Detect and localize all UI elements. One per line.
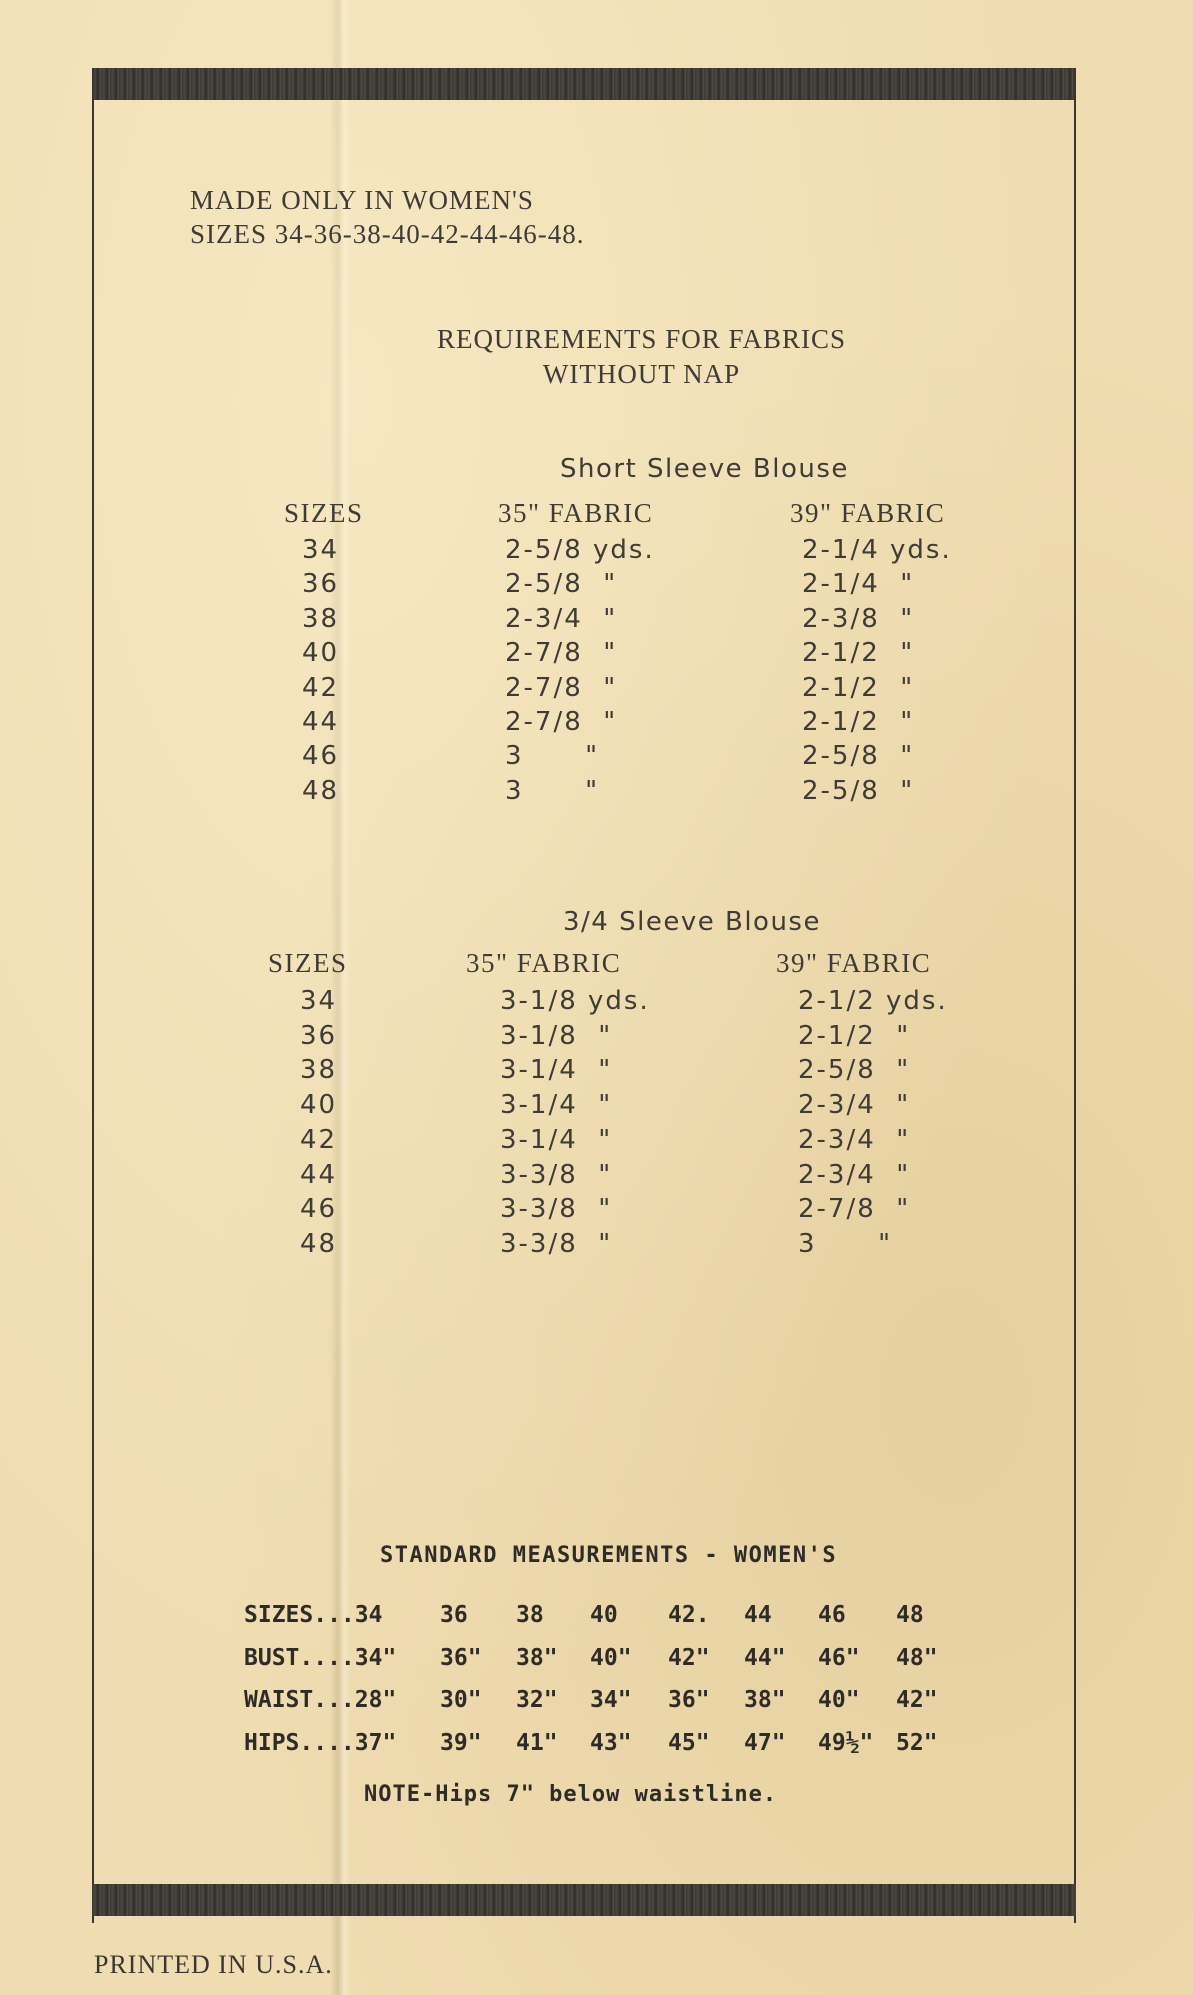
yardage-cell: 2-7/8 " [505,638,618,669]
intro-line-2: SIZES 34-36-38-40-42-44-46-48. [190,219,585,249]
requirements-title [0,322,1193,392]
size-cell: 36 [300,1020,338,1051]
measurement-value-cell: 42" [668,1644,710,1671]
yardage-cell: 2-1/4 yds. [802,535,952,565]
measurement-value-cell: 34" [590,1687,632,1713]
measurement-value-cell: 48 [896,1602,924,1628]
size-cell: 46 [300,1194,338,1225]
three-quarter-header-sizes: SIZES [268,948,348,978]
measurement-value-cell: 41" [516,1729,558,1756]
yardage-cell: 2-5/8 " [798,1055,911,1086]
short-sleeve-title: Short Sleeve Blouse [560,454,849,484]
measurement-label-cell: SIZES...34 [244,1602,383,1628]
yardage-cell: 3 " [798,1228,893,1259]
measurement-value-cell: 38 [516,1602,544,1628]
measurement-value-cell: 44 [744,1602,772,1628]
yardage-cell: 2-3/4 " [505,603,618,634]
yardage-cell: 2-1/2 " [802,638,915,669]
intro-text [190,183,584,251]
yardage-cell: 2-3/8 " [802,603,915,634]
measurement-value-cell: 48" [896,1644,938,1671]
short-sleeve-header-39: 39" FABRIC [790,498,946,528]
yardage-cell: 2-1/2 " [802,672,915,703]
yardage-cell: 2-3/4 " [798,1124,911,1155]
three-quarter-header-39: 39" FABRIC [776,948,932,978]
size-cell: 34 [300,986,338,1016]
measurement-value-cell: 46" [818,1644,860,1671]
measurement-label-cell: HIPS....37" [244,1729,397,1756]
requirements-title-line-2: WITHOUT NAP [542,359,741,389]
measurement-value-cell: 40" [590,1644,632,1671]
measurement-value-cell: 45" [668,1729,710,1756]
yardage-cell: 3-1/4 " [500,1090,613,1121]
size-cell: 34 [302,535,340,565]
yardage-cell: 2-7/8 " [798,1194,911,1225]
yardage-cell: 3 " [505,775,600,806]
three-quarter-sleeve-title: 3/4 Sleeve Blouse [563,907,821,937]
short-sleeve-header-35: 35" FABRIC [498,498,654,528]
yardage-cell: 3-1/8 yds. [500,986,650,1016]
measurement-value-cell: 32" [516,1687,558,1713]
yardage-cell: 2-5/8 " [802,741,915,772]
measurement-value-cell: 40" [818,1687,860,1713]
yardage-cell: 3-1/8 " [500,1020,613,1051]
yardage-cell: 2-5/8 " [802,775,915,806]
yardage-cell: 2-7/8 " [505,672,618,703]
yardage-cell: 2-1/4 " [802,569,915,600]
yardage-cell: 3-1/4 " [500,1124,613,1155]
size-cell: 44 [302,707,340,737]
yardage-cell: 2-7/8 " [505,707,618,737]
measurement-value-cell: 38" [516,1644,558,1671]
yardage-cell: 2-1/2 yds. [798,986,948,1016]
size-cell: 38 [300,1055,338,1086]
yardage-cell: 2-1/2 " [798,1020,911,1051]
measurement-value-cell: 42. [668,1602,710,1628]
yardage-cell: 3-3/8 " [500,1228,613,1259]
yardage-cell: 3-3/8 " [500,1194,613,1225]
standard-measurements-title: STANDARD MEASUREMENTS - WOMEN'S [380,1543,838,1568]
measurement-value-cell: 49½" [818,1729,874,1756]
measurement-value-cell: 36 [440,1602,468,1628]
size-cell: 40 [302,638,340,669]
measurement-label-cell: WAIST...28" [244,1687,397,1713]
size-cell: 44 [300,1159,338,1190]
measurement-value-cell: 43" [590,1729,632,1756]
yardage-cell: 2-5/8 " [505,569,618,600]
size-cell: 42 [300,1124,338,1155]
printed-in-usa: PRINTED IN U.S.A. [94,1950,333,1979]
hips-note: NOTE-Hips 7" below waistline. [364,1782,778,1807]
bottom-border-bar [92,1884,1076,1916]
measurement-value-cell: 38" [744,1687,786,1713]
measurement-value-cell: 30" [440,1687,482,1713]
yardage-cell: 2-3/4 " [798,1090,911,1121]
measurement-value-cell: 52" [896,1729,938,1756]
yardage-cell: 2-1/2 " [802,707,915,737]
three-quarter-header-35: 35" FABRIC [466,948,622,978]
size-cell: 40 [300,1090,338,1121]
yardage-cell: 2-5/8 yds. [505,535,655,565]
size-cell: 46 [302,741,340,772]
measurement-value-cell: 44" [744,1644,786,1671]
size-cell: 48 [302,775,340,806]
yardage-cell: 2-3/4 " [798,1159,911,1190]
intro-line-1: MADE ONLY IN WOMEN'S [190,185,534,215]
measurement-value-cell: 40 [590,1602,618,1628]
size-cell: 42 [302,672,340,703]
short-sleeve-header-sizes: SIZES [284,498,364,528]
measurement-value-cell: 42" [896,1687,938,1713]
yardage-cell: 3-1/4 " [500,1055,613,1086]
measurement-label-cell: BUST....34" [244,1644,397,1671]
measurement-value-cell: 36" [440,1644,482,1671]
measurement-value-cell: 46 [818,1602,846,1628]
size-cell: 38 [302,603,340,634]
yardage-cell: 3 " [505,741,600,772]
measurement-value-cell: 47" [744,1729,786,1756]
requirements-title-line-1: REQUIREMENTS FOR FABRICS [436,324,847,354]
yardage-cell: 3-3/8 " [500,1159,613,1190]
size-cell: 48 [300,1228,338,1259]
size-cell: 36 [302,569,340,600]
measurement-value-cell: 36" [668,1687,710,1713]
measurement-value-cell: 39" [440,1729,482,1756]
